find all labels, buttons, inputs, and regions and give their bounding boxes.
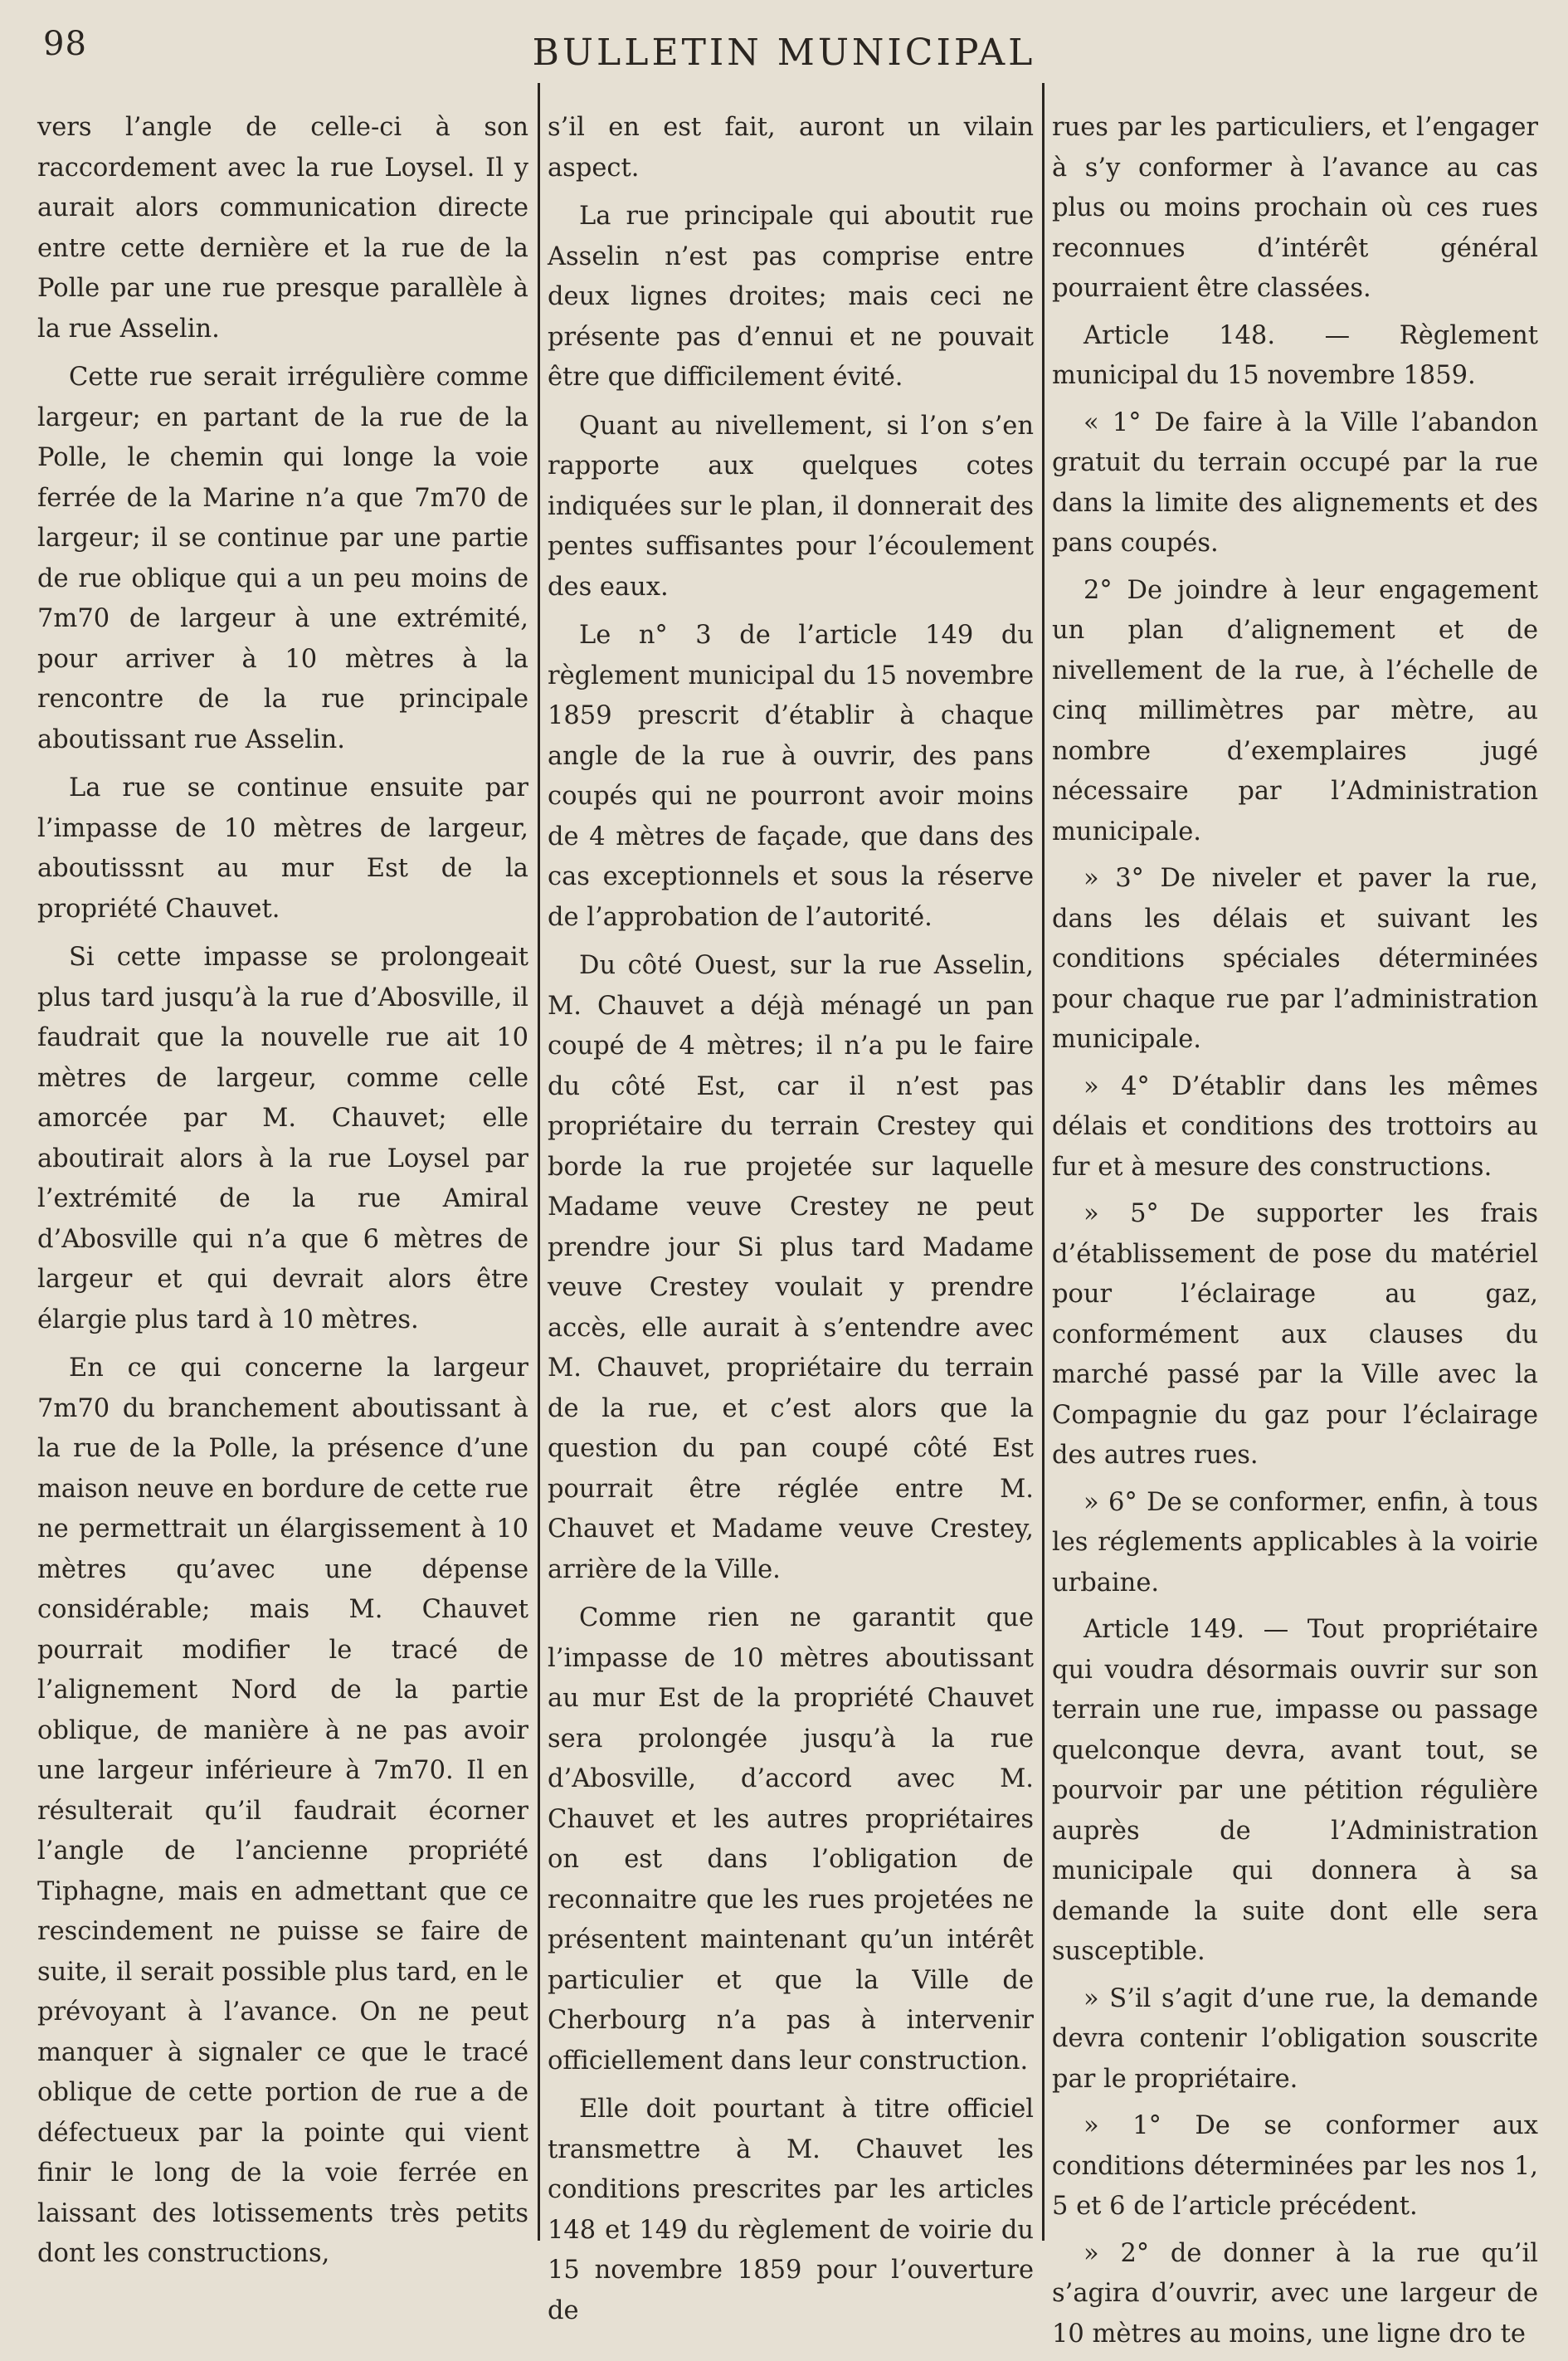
paragraph: » 1° De se conformer aux conditions déterminées par les nos 1, 5 et 6 de l’article précédent. <box>1052 2111 1538 2221</box>
paragraph: Cette rue serait irrégulière comme largeur; en partant de la rue de la Polle, le chemin qui longe la voie ferrée de la Marine n’a que 7m70 de largeur; il se continue par une partie de rue oblique qui a un peu moins de 7m70 de largeur à une extrémité, pour arriver à 10 mètres à la rencontre de la rue principale aboutissant rue Asselin. <box>37 363 528 754</box>
paragraph: » 3° De niveler et paver la rue, dans les délais et suivant les conditions spéciales déterminées pour chaque rue par l’administration municipale. <box>1052 864 1538 1054</box>
page-number: 98 <box>43 25 87 63</box>
paragraph: » 5° De supporter les frais d’établissement de pose du matériel pour l’éclairage au gaz, conformément aux clauses du marché passé par la Ville avec la Compagnie du gaz pour l’éclairage des autres rues. <box>1052 1199 1538 1470</box>
paragraph: Si cette impasse se prolongeait plus tard jusqu’à la rue d’Abosville, il faudrait que la nouvelle rue ait 10 mètres de largeur, comme celle amorcée par M. Chauvet; elle aboutirait alors à la rue Loysel par l’extrémité de la rue Amiral d’Abosville qui n’a que 6 mètres de largeur et qui devrait alors être élargie plus tard à 10 mètres. <box>37 943 528 1334</box>
text-column-2 <box>548 108 1034 2339</box>
article-paragraph-149: Article 149. — Tout propriétaire qui voudra désormais ouvrir sur son terrain une rue, impasse ou passage quelconque devra, avant tout, se pourvoir par une pétition régulière auprès de l’Administration municipale qui donnera à sa demande la suite dont elle sera susceptible. <box>1052 1615 1538 1966</box>
paragraph: Le n° 3 de l’article 149 du règlement municipal du 15 novembre 1859 prescrit d’établir à chaque angle de la rue à ouvrir, des pans coupés qui ne pourront avoir moins de 4 mètres de façade, que dans des cas exceptionnels et sous la réserve de l’approbation de l’autorité. <box>548 621 1034 932</box>
journal-title: BULLETIN MUNICIPAL <box>532 32 1036 74</box>
paragraph: » 4° D’établir dans les mêmes délais et conditions des trottoirs au fur et à mesure des constructions. <box>1052 1071 1538 1182</box>
paragraph: En ce qui concerne la largeur 7m70 du branchement aboutissant à la rue de la Polle, la présence d’une maison neuve en bordure de cette rue ne permettrait un élargissement à 10 mètres qu’avec une dépense considérable; mais M. Chauvet pourrait modifier le tracé de l’alignement Nord de la partie oblique, de manière à ne pas avoir une largeur inférieure à 7m70. Il en résulterait qu’il faudrait écorner l’angle de l’ancienne propriété Tiphagne, mais en admettant que ce rescindement ne puisse se faire de suite, il serait possible plus tard, en le prévoyant à l’avance. On ne peut manquer à signaler ce que le tracé oblique de cette portion de rue a de défectueux par la pointe qui vient finir le long de la voie ferrée en laissant des lotissements très petits dont les constructions, <box>37 1354 528 2268</box>
paragraph: Elle doit pourtant à titre officiel transmettre à M. Chauvet les conditions prescrites par les articles 148 et 149 du règlement de voirie du 15 novembre 1859 pour l’ouverture de <box>548 2095 1034 2325</box>
column-rule-right <box>1042 83 1045 2241</box>
paragraph: Comme rien ne garantit que l’impasse de 10 mètres aboutissant au mur Est de la propriété Chauvet sera prolongée jusqu’à la rue d’Abosville, d’accord avec M. Chauvet et les autres propriétaires on est dans l’obligation de reconnaitre que les rues projetées ne présentent maintenant qu’un intérêt particulier et que la Ville de Cherbourg n’a pas à intervenir officiellement dans leur construction. <box>548 1603 1034 2076</box>
text-column-1 <box>37 108 528 2283</box>
paragraph: Quant au nivellement, si l’on s’en rapporte aux quelques cotes indiquées sur le plan, il donnerait des pentes suffisantes pour l’écoulement des eaux. <box>548 411 1034 602</box>
paragraph: » 6° De se conformer, enfin, à tous les réglements applicables à la voirie urbaine. <box>1052 1487 1538 1598</box>
paragraph: Du côté Ouest, sur la rue Asselin, M. Chauvet a déjà ménagé un pan coupé de 4 mètres; il n’a pu le faire du côté Est, car il n’est pas propriétaire du terrain Crestey qui borde la rue projetée sur laquelle Madame veuve Crestey ne peut prendre jour Si plus tard Madame veuve Crestey voulait y prendre accès, elle aurait à s’entendre avec M. Chauvet, propriétaire du terrain de la rue, et c’est alors que la question du pan coupé côté Est pourrait être réglée entre M. Chauvet et Madame veuve Crestey, arrière de la Ville. <box>548 951 1034 1584</box>
paragraph: rues par les particuliers, et l’engager à s’y conformer à l’avance au cas plus ou moins prochain où ces rues reconnues d’intérêt général pourraient être classées. <box>1052 113 1538 303</box>
text-column-3 <box>1052 108 1538 2361</box>
paragraph: » 2° de donner à la rue qu’il s’agira d’ouvrir, avec une largeur de 10 mètres au moins, une ligne dro te <box>1052 2238 1538 2349</box>
paragraph: » S’il s’agit d’une rue, la demande devra contenir l’obligation souscrite par le propriétaire. <box>1052 1983 1538 2094</box>
paragraph: vers l’angle de celle-ci à son raccordement avec la rue Loysel. Il y aurait alors communication directe entre cette dernière et la rue de la Polle par une rue presque parallèle à la rue Asselin. <box>37 113 528 344</box>
article-heading-148: Article 148. — Règlement municipal du 15 novembre 1859. <box>1052 320 1538 390</box>
paragraph: La rue principale qui aboutit rue Asselin n’est pas comprise entre deux lignes droites; mais ceci ne présente pas d’ennui et ne pouvait être que difficilement évité. <box>548 202 1034 392</box>
paragraph: La rue se continue ensuite par l’impasse de 10 mètres de largeur, aboutisssnt au mur Est de la propriété Chauvet. <box>37 773 528 924</box>
paragraph: 2° De joindre à leur engagement un plan d’alignement et de nivellement de la rue, à l’échelle de cinq millimètres par mètre, au nombre d’exemplaires jugé nécessaire par l’Administration municipale. <box>1052 575 1538 846</box>
column-rule-left <box>538 83 540 2241</box>
paragraph: « 1° De faire à la Ville l’abandon gratuit du terrain occupé par la rue dans la limite des alignements et des pans coupés. <box>1052 407 1538 558</box>
paragraph: s’il en est fait, auront un vilain aspect. <box>548 113 1034 183</box>
